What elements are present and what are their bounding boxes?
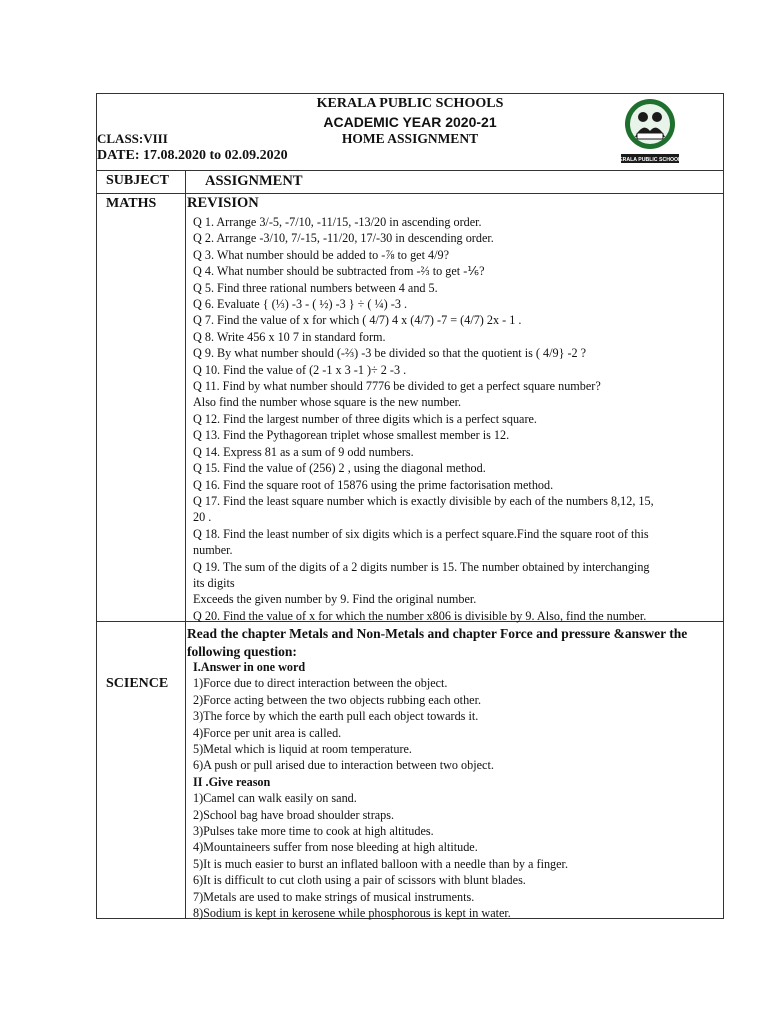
science-questions <box>193 659 721 922</box>
list-item: 8)Sodium is kept in kerosene while phosphorous is kept in water. <box>193 906 511 921</box>
list-item: 3)The force by which the earth pull each object towards it. <box>193 709 479 724</box>
list-item: 5)It is much easier to burst an inflated balloon with a needle than by a finger. <box>193 856 568 871</box>
list-item: Q 3. What number should be added to -⅞ to get 4/9? <box>193 247 449 262</box>
list-item: its digits <box>193 575 235 590</box>
list-item: Q 16. Find the square root of 15876 using the prime factorisation method. <box>193 477 554 492</box>
column-header-subject: SUBJECT <box>106 173 170 188</box>
list-item: Q 9. By what number should (-⅔) -3 be divided so that the quotient is ( 4/9} -2 ? <box>193 346 587 361</box>
date-label: DATE: 17.08.2020 to 02.09.2020 <box>97 148 288 163</box>
list-item: Q 10. Find the value of (2 -1 x 3 -1 )÷ 2 -3 . <box>193 362 407 377</box>
list-item: Q 4. What number should be subtracted from -⅔ to get -⅙? <box>193 264 485 279</box>
list-item: 20 . <box>193 510 212 525</box>
school-logo <box>615 97 685 165</box>
assignment-sheet <box>96 93 724 919</box>
list-item: Q 14. Express 81 as a sum of 9 odd numbers. <box>193 444 414 459</box>
list-item: Also find the number whose square is the new number. <box>193 395 462 410</box>
list-item: 1)Camel can walk easily on sand. <box>193 791 357 806</box>
list-item: 4)Force per unit area is called. <box>193 725 342 740</box>
school-name: KERALA PUBLIC SCHOOLS <box>316 96 504 111</box>
list-item: Q 13. Find the Pythagorean triplet whose smallest member is 12. <box>193 428 510 443</box>
logo-caption: KERALA PUBLIC SCHOOLS <box>615 157 685 163</box>
list-item: Q 7. Find the value of x for which ( 4/7) 4 x (4/7) -7 = (4/7) 2x - 1 . <box>193 313 522 328</box>
list-item: Q 12. Find the largest number of three digits which is a perfect square. <box>193 411 537 426</box>
list-item: Q 8. Write 456 x 10 7 in standard form. <box>193 329 386 344</box>
give-reason-list <box>193 790 721 921</box>
column-header-assignment: ASSIGNMENT <box>205 173 303 189</box>
academic-year: ACADEMIC YEAR 2020-21 <box>323 114 497 130</box>
science-heading: Read the chapter Metals and Non-Metals and chapter Force and pressure &answer the following question: <box>187 626 688 659</box>
list-item: 2)School bag have broad shoulder straps. <box>193 807 395 822</box>
list-item: Q 17. Find the least square number which is exactly divisible by each of the numbers 8,12, 15, <box>193 493 654 508</box>
class-label: CLASS:VIII <box>97 131 168 146</box>
list-item: Q 1. Arrange 3/-5, -7/10, -11/15, -13/20 in ascending order. <box>193 215 482 229</box>
list-item: Q 19. The sum of the digits of a 2 digits number is 15. The number obtained by interchanging <box>193 559 650 574</box>
one-word-list <box>193 675 721 773</box>
list-item: 1)Force due to direct interaction between the object. <box>193 676 448 691</box>
list-item: 2)Force acting between the two objects rubbing each other. <box>193 692 482 707</box>
list-item: 6)It is difficult to cut cloth using a pair of scissors with blunt blades. <box>193 873 526 888</box>
list-item: 5)Metal which is liquid at room temperature. <box>193 742 412 757</box>
maths-heading: REVISION <box>187 195 259 211</box>
list-item: Q 2. Arrange -3/10, 7/-15, -11/20, 17/-30 in descending order. <box>193 231 494 246</box>
subject-maths: MATHS <box>106 196 157 211</box>
maths-question-list <box>193 214 721 624</box>
subject-science: SCIENCE <box>106 676 169 691</box>
list-item: number. <box>193 543 233 558</box>
column-divider <box>185 170 186 919</box>
section-title-give-reason: II .Give reason <box>193 774 271 789</box>
list-item: Q 11. Find by what number should 7776 be divided to get a perfect square number? <box>193 379 601 394</box>
list-item: Q 15. Find the value of (256) 2 , using the diagonal method. <box>193 461 486 476</box>
assignment-type: HOME ASSIGNMENT <box>341 131 479 146</box>
row-divider-header <box>97 193 723 194</box>
list-item: 4)Mountaineers suffer from nose bleeding at high altitude. <box>193 840 478 855</box>
list-item: Exceeds the given number by 9. Find the original number. <box>193 592 477 607</box>
list-item: Q 18. Find the least number of six digits which is a perfect square.Find the square root of this <box>193 526 649 541</box>
section-title-one-word: I.Answer in one word <box>193 660 306 674</box>
list-item: Q 6. Evaluate { (⅓) -3 - ( ½) -3 } ÷ ( ¼) -3 . <box>193 297 408 312</box>
list-item: Q 20. Find the value of x for which the number x806 is divisible by 9. Also, find the number. <box>193 608 647 623</box>
header <box>97 94 723 171</box>
list-item: 6)A push or pull arised due to interaction between two object. <box>193 758 494 773</box>
list-item: Q 5. Find three rational numbers between 4 and 5. <box>193 280 438 295</box>
list-item: 7)Metals are used to make strings of musical instruments. <box>193 889 475 904</box>
list-item: 3)Pulses take more time to cook at high altitudes. <box>193 824 434 839</box>
